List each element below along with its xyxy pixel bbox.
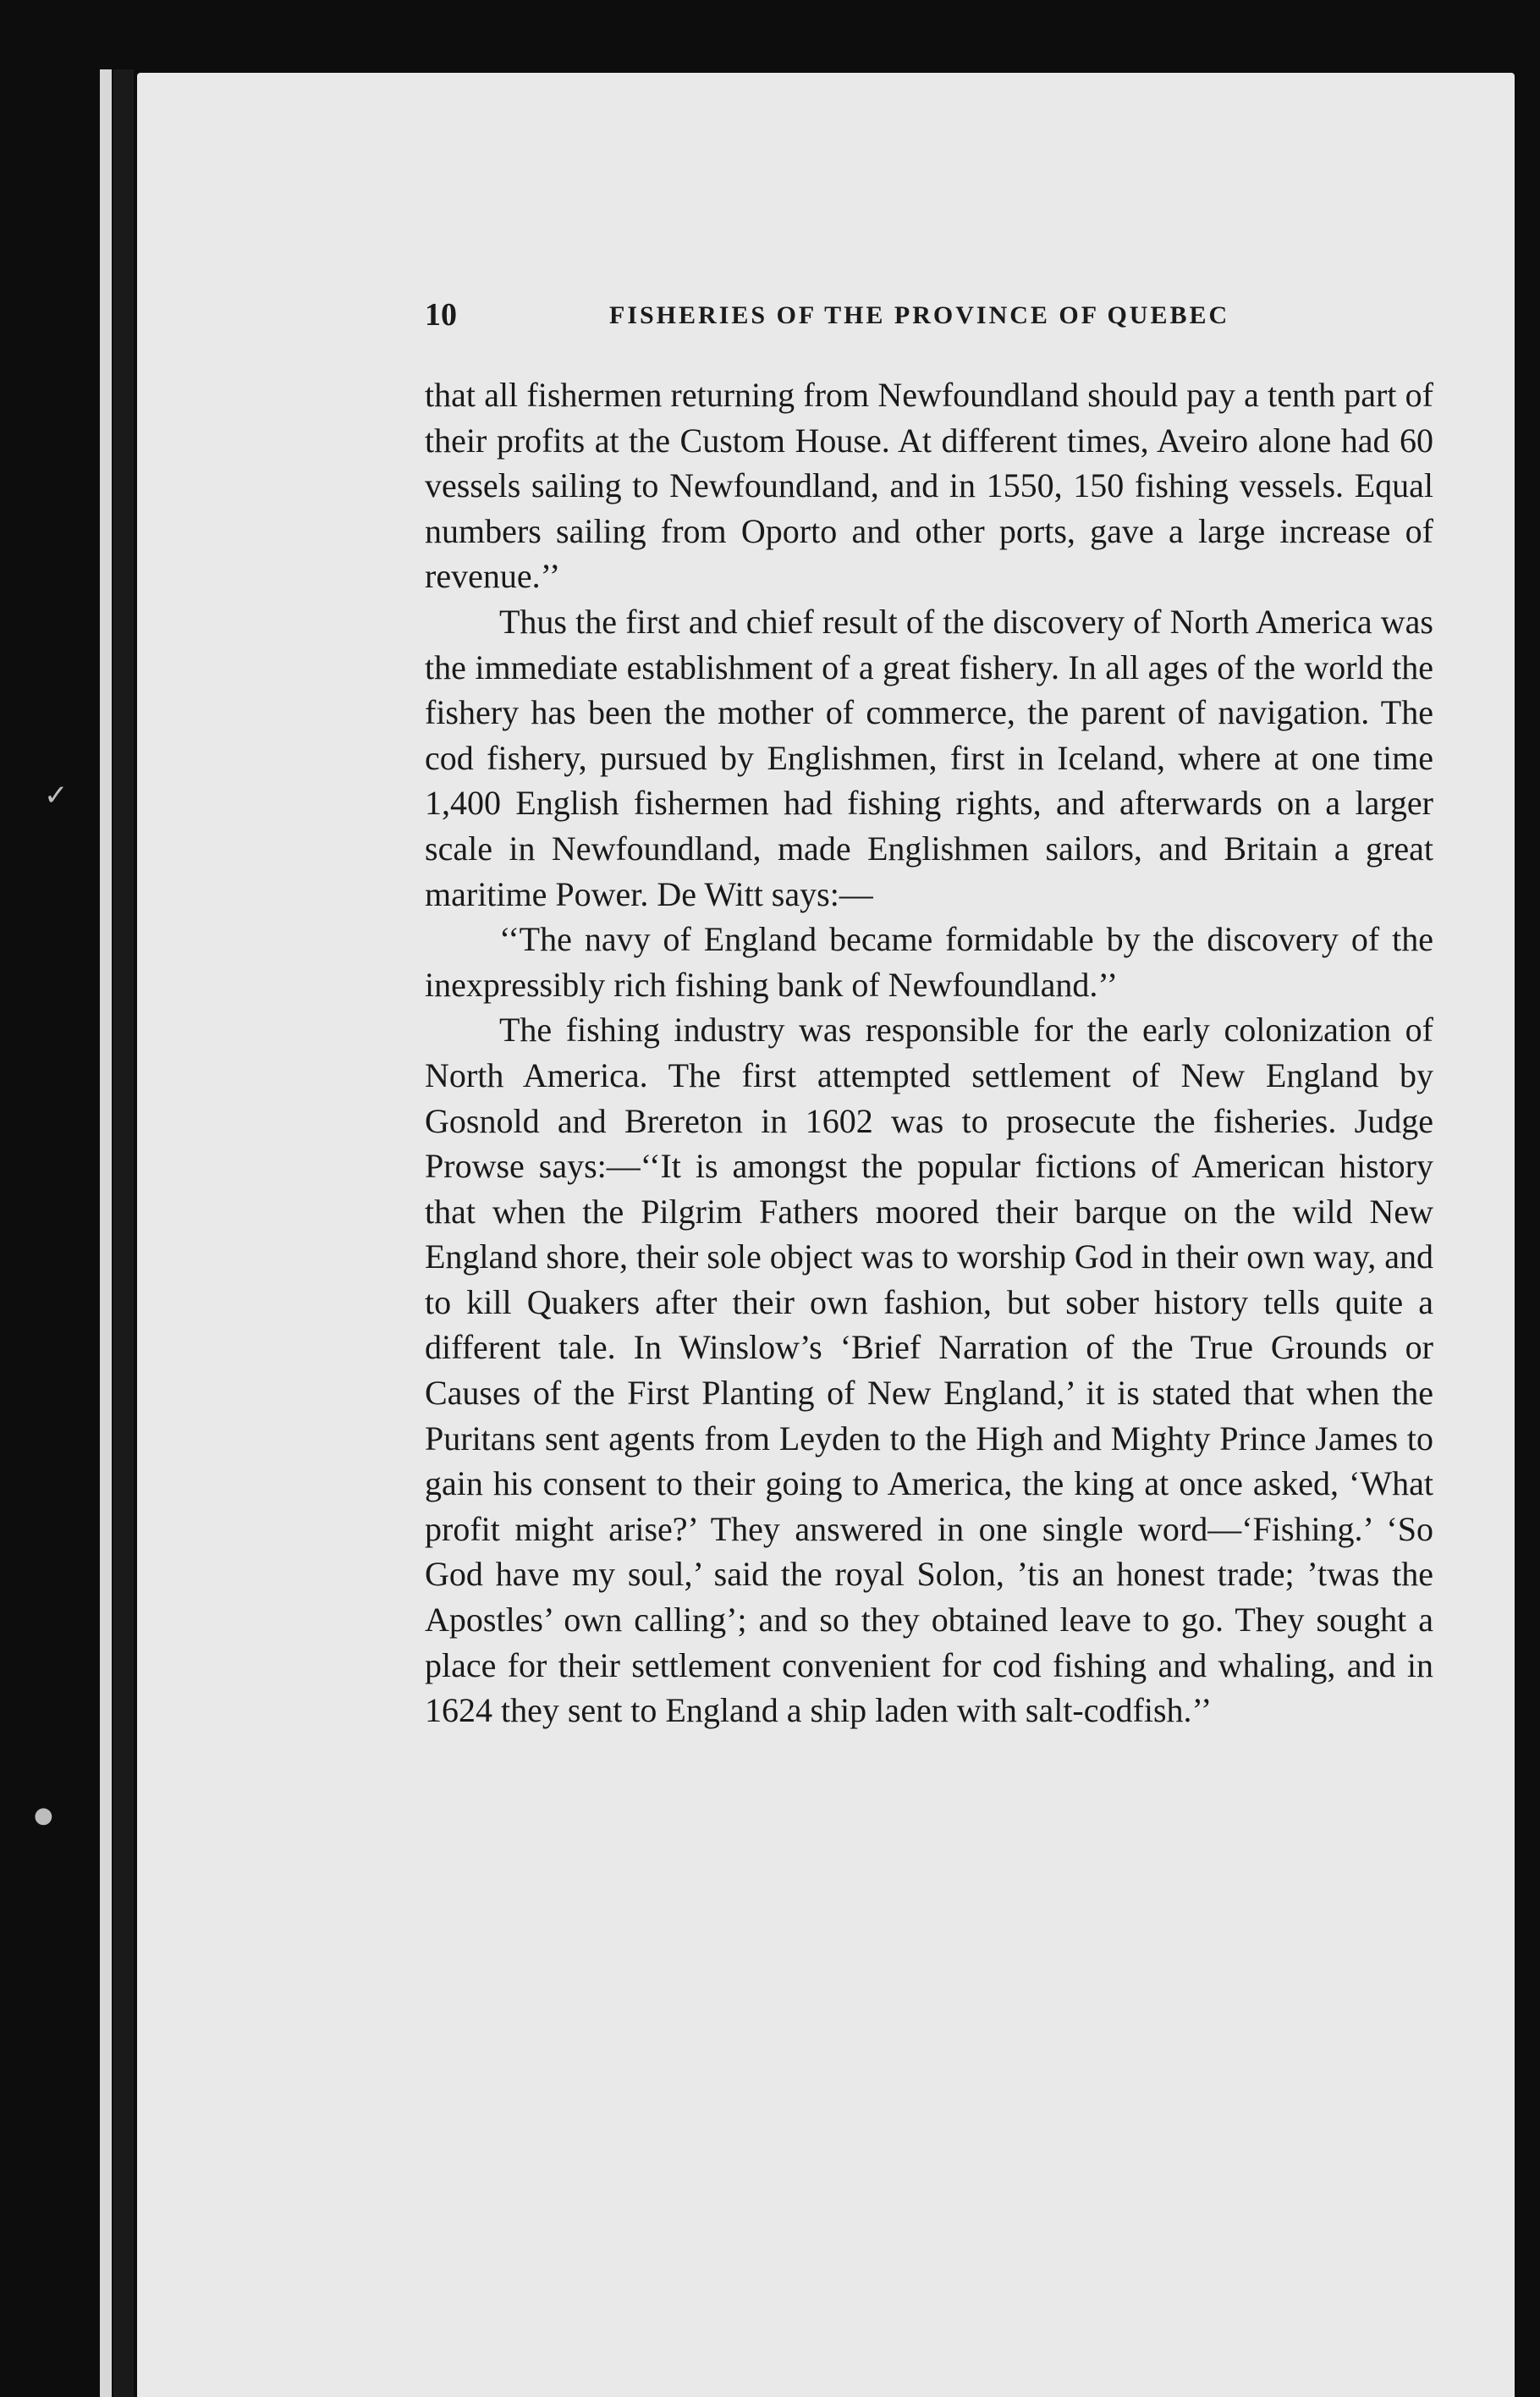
body-text	[425, 372, 1433, 1733]
page-header	[425, 296, 1271, 342]
page-edge-left	[100, 69, 112, 2397]
binding-shadow	[113, 69, 134, 2397]
paragraph: The fishing industry was responsible for the early colonization of North America. The first attempted settlement of New England by Gosnold and Brereton in 1602 was to prosecute the fisheries. Judge Prowse says:—‘‘It is amongst the popular fictions of American history that when the Pilgrim Fathers moored their barque on the wild New England shore, their sole object was to worship God in their own way, and to kill Quakers after their own fashion, but sober history tells quite a different tale. In Winslow’s ‘Brief Narration of the True Grounds or Causes of the First Planting of New England,’ it is stated that when the Puritans sent agents from Leyden to the High and Mighty Prince James to gain his consent to their going to America, the king at once asked, ‘What profit might arise?’ They answered in one single word—‘Fishing.’ ‘So God have my soul,’ said the royal Solon, ’tis an honest trade; ’twas the Apostles’ own calling’; and so they obtained leave to go. They sought a place for their settlement convenient for cod fishing and whaling, and in 1624 they sent to England a ship laden with salt-codfish.’’	[425, 1011, 1433, 1730]
paragraph: Thus the first and chief result of the discovery of North America was the immediate establishment of a great fishery. In all ages of the world the fishery has been the mother of commerce, the parent of navigation. The cod fishery, pursued by Englishmen, first in Iceland, where at one time 1,400 English fishermen had fishing rights, and afterwards on a larger scale in Newfoundland, made Englishmen sailors, and Britain a great maritime Power. De Witt says:—	[425, 602, 1433, 913]
quotation-paragraph: ‘‘The navy of England became formidable by the discovery of the inexpressibly rich fishing bank of Newfoundland.’’	[425, 920, 1433, 1004]
margin-speck: ✓	[44, 779, 69, 813]
paragraph: that all fishermen returning from Newfoundland should pay a tenth part of their profits at the Custom House. At different times, Aveiro alone had 60 vessels sailing to Newfoundland, and in 1550, 150 fishing vessels. Equal numbers sailing from Oporto and other ports, gave a large increase of revenue.’’	[425, 376, 1433, 596]
page-number: 10	[425, 297, 457, 333]
margin-speck: ●	[34, 1803, 53, 1828]
running-head: FISHERIES OF THE PROVINCE OF QUEBEC	[609, 301, 1230, 329]
